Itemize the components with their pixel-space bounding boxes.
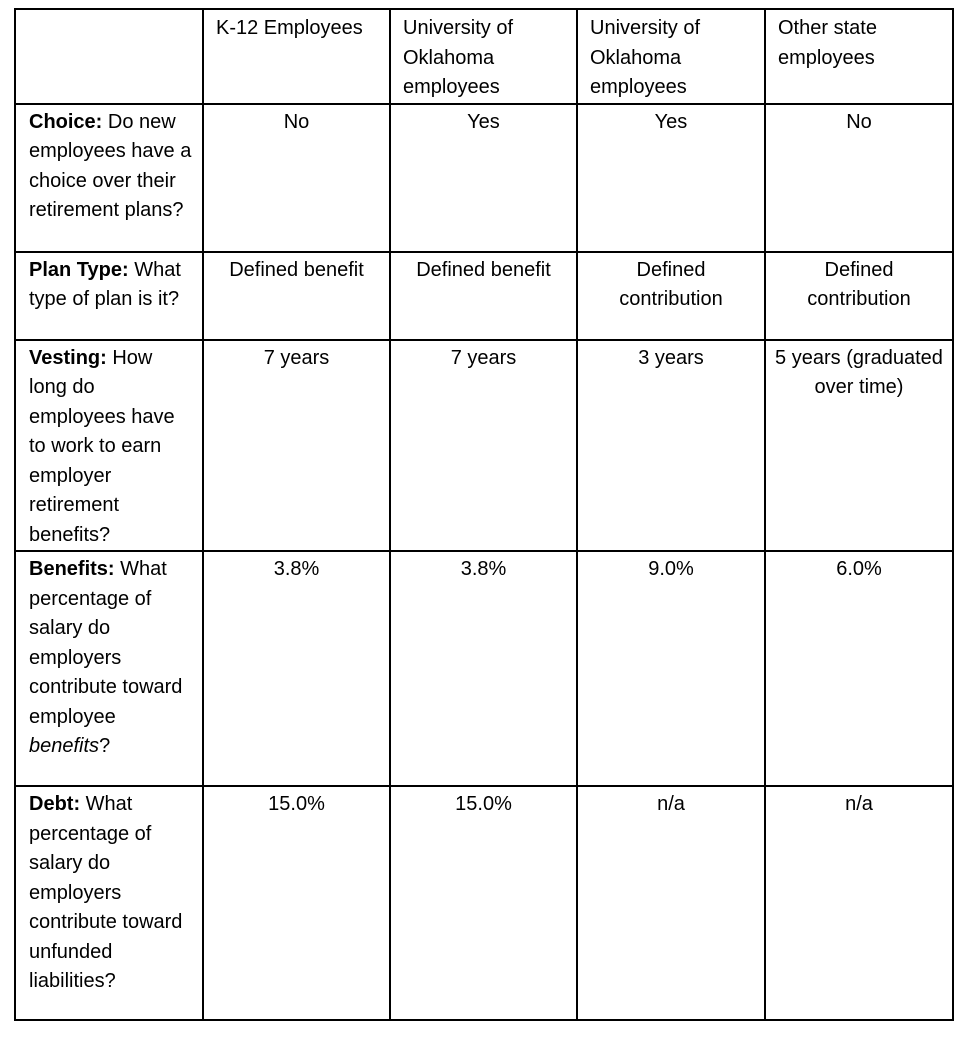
row-label-vesting	[15, 340, 203, 552]
table-cell: Yes	[577, 104, 765, 252]
table-cell: 15.0%	[390, 786, 577, 1020]
row-label-bold: Debt:	[29, 793, 81, 815]
table-cell: Defined benefit	[390, 252, 577, 340]
table-row-benefits	[15, 551, 953, 786]
row-label-text-end: ?	[99, 735, 111, 757]
retirement-comparison-table	[14, 8, 954, 1021]
table-cell: 7 years	[390, 340, 577, 552]
header-cell-k12: K-12 Employees	[203, 9, 390, 104]
row-label-bold: Benefits:	[29, 558, 115, 580]
table-cell: No	[203, 104, 390, 252]
table-cell: n/a	[765, 786, 953, 1020]
row-label-bold: Vesting:	[29, 346, 107, 369]
row-label-bold: Choice:	[29, 110, 103, 133]
table-cell: Yes	[390, 104, 577, 252]
row-label-benefits	[15, 551, 203, 786]
row-label-text: How long do employees have to work to earn employer retirement benefits?	[29, 346, 175, 546]
table-row-choice	[15, 104, 953, 252]
table-cell: 3 years	[577, 340, 765, 552]
header-cell-corner	[15, 9, 203, 104]
row-label-bold: Plan Type:	[29, 258, 129, 281]
table-cell: 5 years (graduated over time)	[765, 340, 953, 552]
table-cell: 7 years	[203, 340, 390, 552]
header-cell-ou-2: University of Oklahoma employees	[577, 9, 765, 104]
table-row-plan-type	[15, 252, 953, 340]
row-label-text: What percentage of salary do employers contribute toward unfunded liabilities?	[29, 793, 183, 992]
header-cell-ou-1: University of Oklahoma employees	[390, 9, 577, 104]
table-row-debt	[15, 786, 953, 1020]
row-label-plan-type	[15, 252, 203, 340]
table-cell: 3.8%	[203, 551, 390, 786]
table-cell: 15.0%	[203, 786, 390, 1020]
table-cell: n/a	[577, 786, 765, 1020]
table-cell: Defined contribution	[765, 252, 953, 340]
header-row	[15, 9, 953, 104]
table-cell: Defined benefit	[203, 252, 390, 340]
table-cell: 9.0%	[577, 551, 765, 786]
table-cell: No	[765, 104, 953, 252]
row-label-text: What percentage of salary do employers contribute toward employee	[29, 558, 183, 728]
table-cell: 3.8%	[390, 551, 577, 786]
row-label-choice	[15, 104, 203, 252]
row-label-debt	[15, 786, 203, 1020]
table-cell: Defined contribution	[577, 252, 765, 340]
table-cell: 6.0%	[765, 551, 953, 786]
row-label-text: What type of plan is it?	[29, 258, 181, 310]
row-label-italic: benefits	[29, 735, 100, 757]
row-label-text: Do new employees have a choice over their retirement plans?	[29, 110, 192, 221]
table-row-vesting	[15, 340, 953, 552]
header-cell-other-state: Other state employees	[765, 9, 953, 104]
